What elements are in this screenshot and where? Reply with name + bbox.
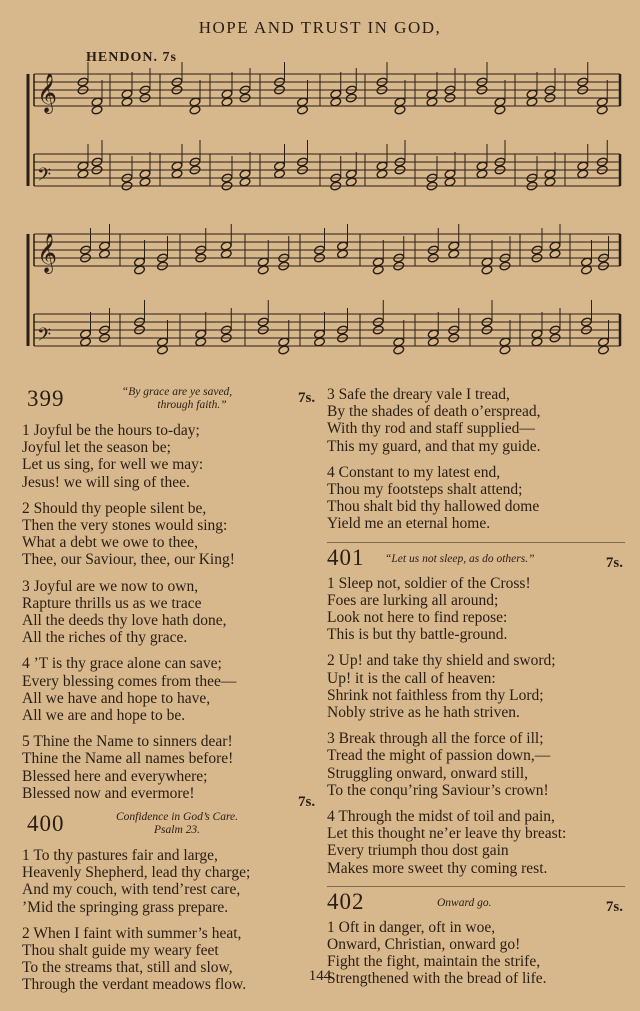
verse-line: Makes more sweet thy coming rest. bbox=[327, 859, 548, 877]
note-head bbox=[330, 97, 342, 107]
note-head bbox=[121, 97, 133, 107]
note-head bbox=[220, 241, 232, 251]
note-head bbox=[80, 329, 92, 339]
note-head bbox=[330, 89, 342, 99]
verse-line: To the conqu’ring Saviour’s crown! bbox=[327, 781, 549, 799]
note-head bbox=[376, 169, 388, 179]
hymn-number: 400 bbox=[27, 811, 65, 837]
verse-line: Yield me an eternal home. bbox=[327, 515, 491, 533]
verse-line: Then the very stones would sing: bbox=[22, 517, 228, 535]
note-head bbox=[195, 329, 207, 339]
note-head bbox=[494, 105, 506, 115]
verse-line: Let us sing, for well we may: bbox=[22, 456, 204, 474]
note-head bbox=[549, 249, 561, 259]
hymn-number: 402 bbox=[327, 888, 365, 914]
note-head bbox=[581, 257, 593, 267]
note-head bbox=[444, 169, 456, 179]
hymn-399-stanzas bbox=[22, 422, 322, 802]
note-head bbox=[598, 345, 610, 355]
note-head bbox=[427, 337, 439, 347]
verse-line: 2 When I faint with summer’s heat, bbox=[22, 924, 242, 942]
verse-line: Heavenly Shepherd, lead thy charge; bbox=[22, 864, 251, 882]
note-head bbox=[345, 169, 357, 179]
note-head bbox=[444, 177, 456, 187]
clef-icon: 𝄞 bbox=[37, 75, 58, 112]
note-head bbox=[531, 337, 543, 347]
note-head bbox=[314, 329, 326, 339]
verse-line: 1 Sleep not, soldier of the Cross! bbox=[327, 574, 531, 592]
note-head bbox=[77, 161, 89, 171]
note-head bbox=[549, 241, 561, 251]
hymn-caption: “Let us not sleep, as do others.” bbox=[385, 552, 535, 565]
page-number: 144 bbox=[308, 968, 332, 984]
verse-line: 3 Joyful are we now to own, bbox=[22, 577, 199, 595]
verse-line: Rapture thrills us as we trace bbox=[22, 594, 202, 612]
verse-line: Joyful let the season be; bbox=[22, 439, 171, 457]
hymn-399-meter: 7s. bbox=[298, 390, 316, 406]
note-head bbox=[139, 177, 151, 187]
note-head bbox=[577, 169, 589, 179]
note-head bbox=[157, 337, 169, 347]
note-head bbox=[189, 97, 201, 107]
verse-line: Shrink not faithless from thy Lord; bbox=[327, 686, 544, 704]
hymn-number: 401 bbox=[327, 544, 365, 570]
verse-line: 1 Oft in danger, oft in woe, bbox=[327, 918, 496, 936]
verse-line: Jesus! we will sing of thee. bbox=[22, 473, 190, 491]
hymn-divider bbox=[327, 886, 625, 887]
verse-line: Blessed now and evermore! bbox=[22, 784, 195, 802]
note-head bbox=[220, 249, 232, 259]
note-head bbox=[278, 345, 290, 355]
note-head bbox=[278, 337, 290, 347]
verse-line: With thy rod and staff supplied— bbox=[327, 420, 535, 438]
note-head bbox=[393, 337, 405, 347]
note-head bbox=[189, 105, 201, 115]
note-head bbox=[257, 257, 269, 267]
note-head bbox=[274, 161, 286, 171]
note-head bbox=[596, 105, 608, 115]
hymn-meter: 7s. bbox=[605, 554, 623, 571]
note-head bbox=[394, 97, 406, 107]
verse-line: Nobly strive as he hath striven. bbox=[327, 704, 520, 722]
verse-line: And my couch, with tend’rest care, bbox=[22, 881, 241, 899]
note-head bbox=[139, 169, 151, 179]
verse-line: Strengthened with the bread of life. bbox=[327, 970, 547, 988]
note-head bbox=[297, 97, 309, 107]
verse-line: Foes are lurking all around; bbox=[327, 591, 499, 609]
verse-line: To the streams that, still and slow, bbox=[22, 959, 233, 977]
note-head bbox=[481, 265, 493, 275]
note-head bbox=[598, 337, 610, 347]
hymn-caption: Onward go. bbox=[437, 896, 492, 909]
note-head bbox=[596, 97, 608, 107]
note-head bbox=[372, 265, 384, 275]
note-head bbox=[337, 241, 349, 251]
note-head bbox=[257, 265, 269, 275]
note-head bbox=[476, 169, 488, 179]
verse-line: By the shades of death o’erspread, bbox=[327, 403, 541, 421]
note-head bbox=[239, 169, 251, 179]
stanza bbox=[22, 578, 322, 647]
hymn-divider bbox=[327, 542, 625, 543]
verse-line: All we are and hope to be. bbox=[22, 707, 186, 725]
verse-line: All the deeds thy love hath done, bbox=[22, 612, 227, 630]
stanza bbox=[327, 386, 625, 455]
note-head bbox=[494, 97, 506, 107]
note-head bbox=[345, 177, 357, 187]
verse-line: All the riches of thy grace. bbox=[22, 629, 188, 647]
note-head bbox=[426, 97, 438, 107]
verse-line: 4 ’T is thy grace alone can save; bbox=[22, 655, 222, 673]
note-head bbox=[221, 89, 233, 99]
hymn-401-header bbox=[327, 544, 625, 575]
hymn-caption: “By grace are ye saved, through faith.” bbox=[121, 386, 233, 411]
stanza bbox=[22, 500, 322, 569]
stanza bbox=[327, 730, 625, 799]
note-head bbox=[448, 249, 460, 259]
clef-icon: 𝄢 bbox=[37, 164, 52, 189]
stanza bbox=[327, 575, 625, 644]
verse-line: Tread the might of passion down,— bbox=[327, 747, 551, 765]
stanza bbox=[327, 808, 625, 877]
stanza bbox=[327, 464, 625, 533]
note-head bbox=[134, 257, 146, 267]
note-head bbox=[581, 265, 593, 275]
note-head bbox=[372, 257, 384, 267]
verse-line: Thou shalt guide my weary feet bbox=[22, 942, 219, 960]
verse-line: 1 Joyful be the hours to-day; bbox=[22, 422, 200, 439]
verse-line: This my guard, and that my guide. bbox=[327, 437, 541, 455]
note-head bbox=[274, 169, 286, 179]
note-head bbox=[544, 169, 556, 179]
note-head bbox=[427, 329, 439, 339]
note-head bbox=[531, 329, 543, 339]
note-head bbox=[526, 89, 538, 99]
note-head bbox=[337, 249, 349, 259]
note-head bbox=[393, 345, 405, 355]
note-head bbox=[99, 241, 111, 251]
verse-line: Thou my footsteps shalt attend; bbox=[327, 481, 523, 499]
note-head bbox=[121, 89, 133, 99]
note-head bbox=[239, 177, 251, 187]
verse-line: Every triumph thou dost gain bbox=[327, 842, 509, 860]
clef-icon: 𝄢 bbox=[37, 324, 52, 349]
stanza bbox=[22, 733, 322, 802]
verse-line: All we have and hope to have, bbox=[22, 689, 211, 707]
verse-line: 5 Thine the Name to sinners dear! bbox=[22, 733, 233, 751]
verse-line: Thou shalt bid thy hallowed dome bbox=[327, 498, 540, 516]
note-head bbox=[426, 89, 438, 99]
note-head bbox=[394, 105, 406, 115]
hymn-400-header bbox=[22, 811, 322, 847]
note-head bbox=[476, 161, 488, 171]
verse-line: Every blessing comes from thee— bbox=[22, 672, 237, 690]
hymn-400-meter: 7s. bbox=[298, 794, 316, 810]
stanza bbox=[22, 847, 322, 916]
page-header: HOPE AND TRUST IN GOD, bbox=[198, 18, 442, 37]
hymn-402-header bbox=[327, 888, 625, 919]
note-head bbox=[77, 169, 89, 179]
left-column bbox=[22, 386, 322, 1003]
verse-line: This is but thy battle-ground. bbox=[327, 626, 508, 644]
note-head bbox=[526, 97, 538, 107]
verse-line: Thine the Name all names before! bbox=[22, 750, 234, 768]
clef-icon: 𝄞 bbox=[37, 235, 58, 272]
note-head bbox=[448, 241, 460, 251]
note-head bbox=[221, 97, 233, 107]
note-head bbox=[99, 249, 111, 259]
verse-line: Thee, our Saviour, thee, our King! bbox=[22, 551, 235, 569]
music-score bbox=[20, 62, 626, 372]
verse-line: ’Mid the springing grass prepare. bbox=[22, 898, 229, 916]
note-head bbox=[157, 345, 169, 355]
note-head bbox=[577, 161, 589, 171]
verse-line: 4 Through the midst of toil and pain, bbox=[327, 808, 555, 826]
note-head bbox=[297, 105, 309, 115]
hymn-401-stanzas bbox=[327, 575, 625, 887]
note-head bbox=[134, 265, 146, 275]
verse-line: Onward, Christian, onward go! bbox=[327, 936, 521, 954]
verse-line: Let this thought ne’er leave thy breast: bbox=[327, 825, 567, 843]
verse-line: Struggling onward, onward still, bbox=[327, 764, 529, 782]
verse-line: Up! it is the call of heaven: bbox=[327, 669, 496, 687]
note-head bbox=[91, 97, 103, 107]
tune-name: HENDON. 7s bbox=[86, 50, 177, 65]
verse-line: 1 To thy pastures fair and large, bbox=[22, 847, 218, 865]
hymn-399-header bbox=[22, 386, 322, 422]
note-head bbox=[91, 105, 103, 115]
stanza bbox=[22, 655, 322, 724]
verse-line: What a debt we owe to thee, bbox=[22, 534, 199, 552]
verse-line: Fight the fight, maintain the strife, bbox=[327, 953, 541, 971]
stanza bbox=[327, 652, 625, 721]
verse-line: 3 Break through all the force of ill; bbox=[327, 730, 544, 748]
verse-line: Through the verdant meadows flow. bbox=[22, 976, 247, 994]
note-head bbox=[171, 161, 183, 171]
right-column bbox=[327, 386, 625, 997]
hymn-400-stanzas-b bbox=[327, 386, 625, 543]
note-head bbox=[376, 161, 388, 171]
note-head bbox=[481, 257, 493, 267]
verse-line: 3 Safe the dreary vale I tread, bbox=[327, 386, 510, 403]
note-head bbox=[544, 177, 556, 187]
verse-line: 2 Up! and take thy shield and sword; bbox=[327, 652, 556, 670]
note-head bbox=[499, 345, 511, 355]
verse-line: Look not here to find repose: bbox=[327, 609, 508, 627]
hymn-meter: 7s. bbox=[605, 898, 623, 915]
verse-line: 4 Constant to my latest end, bbox=[327, 463, 501, 481]
verse-line: Blessed here and everywhere; bbox=[22, 767, 208, 785]
note-head bbox=[195, 337, 207, 347]
stanza bbox=[22, 422, 322, 491]
note-head bbox=[171, 169, 183, 179]
note-head bbox=[80, 337, 92, 347]
hymn-number: 399 bbox=[27, 386, 65, 411]
note-head bbox=[499, 337, 511, 347]
hymn-caption: Confidence in God’s Care. Psalm 23. bbox=[115, 811, 239, 837]
verse-line: 2 Should thy people silent be, bbox=[22, 499, 207, 517]
note-head bbox=[314, 337, 326, 347]
